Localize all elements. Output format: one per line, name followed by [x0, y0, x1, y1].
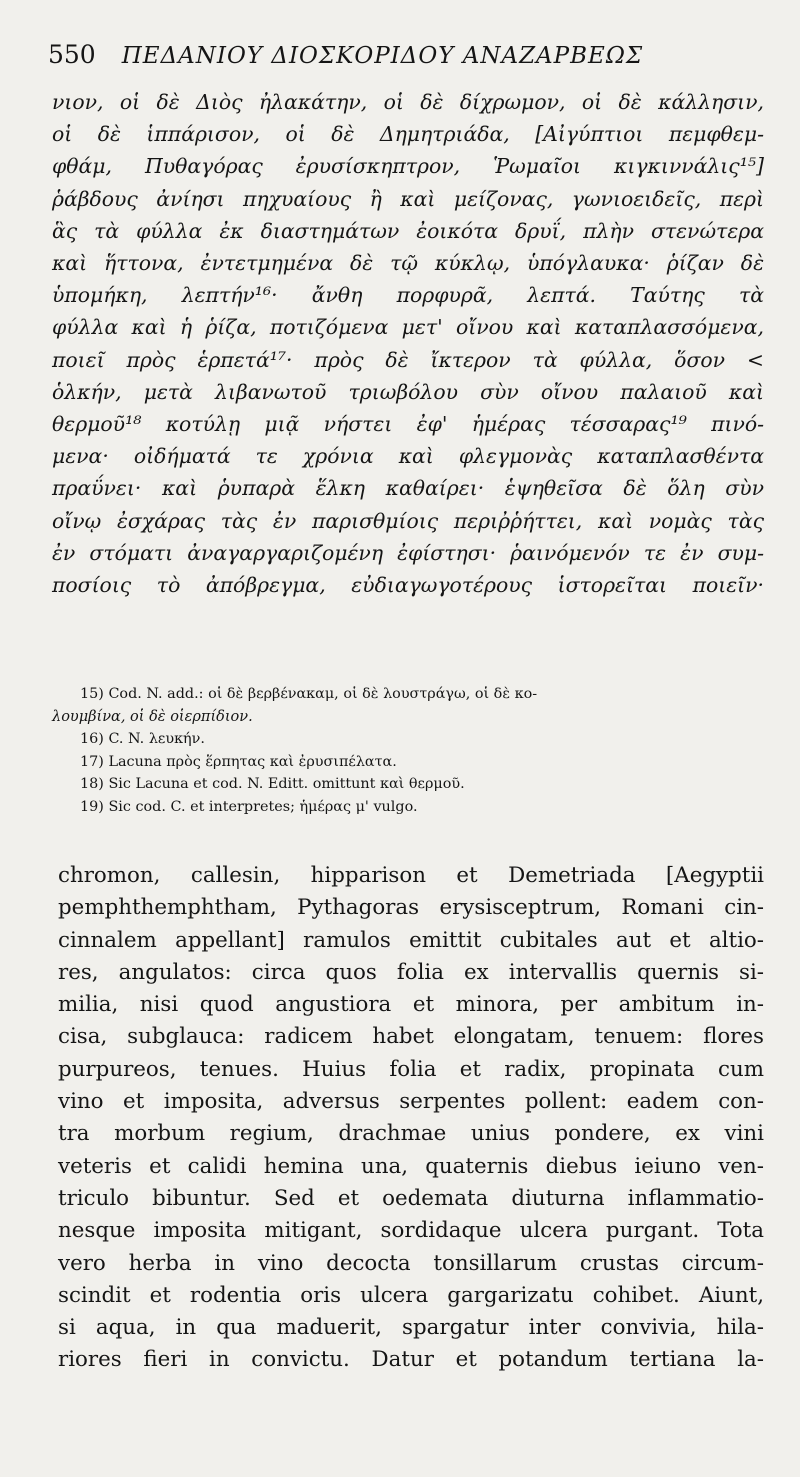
latin-line: milia, nisi quod angustiora et minora, per ambitum in- [58, 992, 764, 1018]
greek-line: οἱ δὲ ἱππάρισον, οἱ δὲ Δημητριάδα, [Αἰγύπτιοι πεμφθεμ- [52, 122, 764, 147]
latin-line: purpureos, tenues. Huius folia et radix, propinata cum [58, 1056, 764, 1082]
latin-line: cisa, subglauca: radicem habet elongatam, tenuem: flores [58, 1024, 764, 1050]
greek-line: φύλλα καὶ ἡ ῥίζα, ποτιζόμενα μετ' οἴνου καὶ καταπλασσόμενα, [52, 315, 764, 340]
greek-line: ὑπομήκη, λεπτήν¹⁶· ἄνθη πορφυρᾶ, λεπτά. Ταύτης τὰ [52, 283, 764, 308]
footnote-15-continued: λουμβίνα, οἱ δὲ οἱερπίδιον. [52, 708, 253, 725]
latin-line: scindit et rodentia oris ulcera gargarizatu cohibet. Aiunt, [58, 1282, 764, 1308]
greek-line: ῥάβδους ἀνίησι πηχυαίους ἢ καὶ μείζονας, γωνιοειδεῖς, περὶ [52, 186, 764, 211]
latin-line: veteris et calidi hemina una, quaternis diebus ieiuno ven- [58, 1153, 764, 1179]
greek-line: ἃς τὰ φύλλα ἐκ διαστημάτων ἐοικότα δρυΐ, πλὴν στενώτερα [52, 218, 764, 243]
latin-line: nesque imposita mitigant, sordidaque ulcera purgant. Tota [58, 1218, 764, 1244]
latin-line: cinnalem appellant] ramulos emittit cubitales aut et altio- [58, 927, 764, 953]
latin-line: pemphthemphtham, Pythagoras erysisceptrum, Romani cin- [58, 895, 764, 921]
greek-line: νιον, οἱ δὲ Διὸς ἠλακάτην, οἱ δὲ δίχρωμον, οἱ δὲ κάλλησιν, [52, 90, 764, 114]
greek-line: ἐν στόματι ἀναγαργαριζομένη ἐφίστησι· ῥαινόμενόν τε ἐν συμ- [52, 540, 764, 565]
greek-line: μενα· οἰδήματά τε χρόνια καὶ φλεγμονὰς καταπλασθέντα [52, 444, 764, 469]
footnote-19: 19) Sic cod. C. et interpretes; ἡμέρας μ' vulgo. [80, 798, 418, 815]
latin-line: vino et imposita, adversus serpentes pollent: eadem con- [58, 1089, 764, 1115]
greek-line: πραΰνει· καὶ ῥυπαρὰ ἕλκη καθαίρει· ἑψηθεῖσα δὲ ὅλη σὺν [52, 476, 764, 501]
page-number: 550 [48, 40, 96, 69]
latin-line: riores fieri in convictu. Datur et potandum tertiana la- [58, 1347, 764, 1373]
greek-line: οἴνῳ ἐσχάρας τὰς ἐν παρισθμίοις περιῤῥήττει, καὶ νομὰς τὰς [52, 508, 764, 533]
greek-line: φθάμ, Πυθαγόρας ἐρυσίσκηπτρον, Ῥωμαῖοι κιγκιννάλις¹⁵] [52, 154, 764, 179]
footnote-18: 18) Sic Lacuna et cod. N. Editt. omittunt καὶ θερμοῦ. [80, 776, 465, 792]
footnote-17: 17) Lacuna πρὸς ἕρπητας καὶ ἐρυσιπέλατα. [80, 753, 397, 770]
latin-line: vero herba in vino decocta tonsillarum crustas circum- [58, 1250, 764, 1276]
running-title: ΠΕΔΑΝΙΟΥ ΔΙΟΣΚΟΡΙΔΟΥ ΑΝΑΖΑΡΒΕΩΣ [121, 43, 644, 69]
greek-line: ποσίοις τὸ ἀπόβρεγμα, εὐδιαγωγοτέρους ἱστορεῖται ποιεῖν· [52, 573, 764, 598]
footnote-16: 16) C. N. λευκήν. [80, 731, 205, 747]
latin-line: chromon, callesin, hipparison et Demetriada [Aegyptii [58, 863, 764, 888]
latin-line: triculo bibuntur. Sed et oedemata diuturna inflammatio- [58, 1185, 764, 1211]
latin-text-block [58, 860, 764, 1377]
page-header [48, 40, 748, 80]
latin-line: tra morbum regium, drachmae unius pondere, ex vini [58, 1121, 764, 1147]
greek-text-block [52, 86, 764, 601]
footnotes [52, 683, 764, 818]
greek-line: ποιεῖ πρὸς ἑρπετά¹⁷· πρὸς δὲ ἴκτερον τὰ φύλλα, ὅσον < [52, 347, 764, 372]
latin-line: si aqua, in qua maduerit, spargatur inter convivia, hila- [58, 1315, 764, 1341]
greek-line: καὶ ἥττονα, ἐντετμημένα δὲ τῷ κύκλῳ, ὑπόγλαυκα· ῥίζαν δὲ [52, 251, 764, 276]
greek-line: θερμοῦ¹⁸ κοτύλῃ μιᾷ νήστει ἐφ' ἡμέρας τέσσαρας¹⁹ πινό- [52, 412, 764, 437]
greek-line: ὁλκήν, μετὰ λιβανωτοῦ τριωβόλου σὺν οἴνου παλαιοῦ καὶ [52, 379, 764, 404]
footnote-15: 15) Cod. N. add.: οἱ δὲ βερβένακαμ, οἱ δὲ λουστράγω, οἱ δὲ κο- [80, 686, 538, 702]
latin-line: res, angulatos: circa quos folia ex intervallis quernis si- [58, 959, 764, 985]
